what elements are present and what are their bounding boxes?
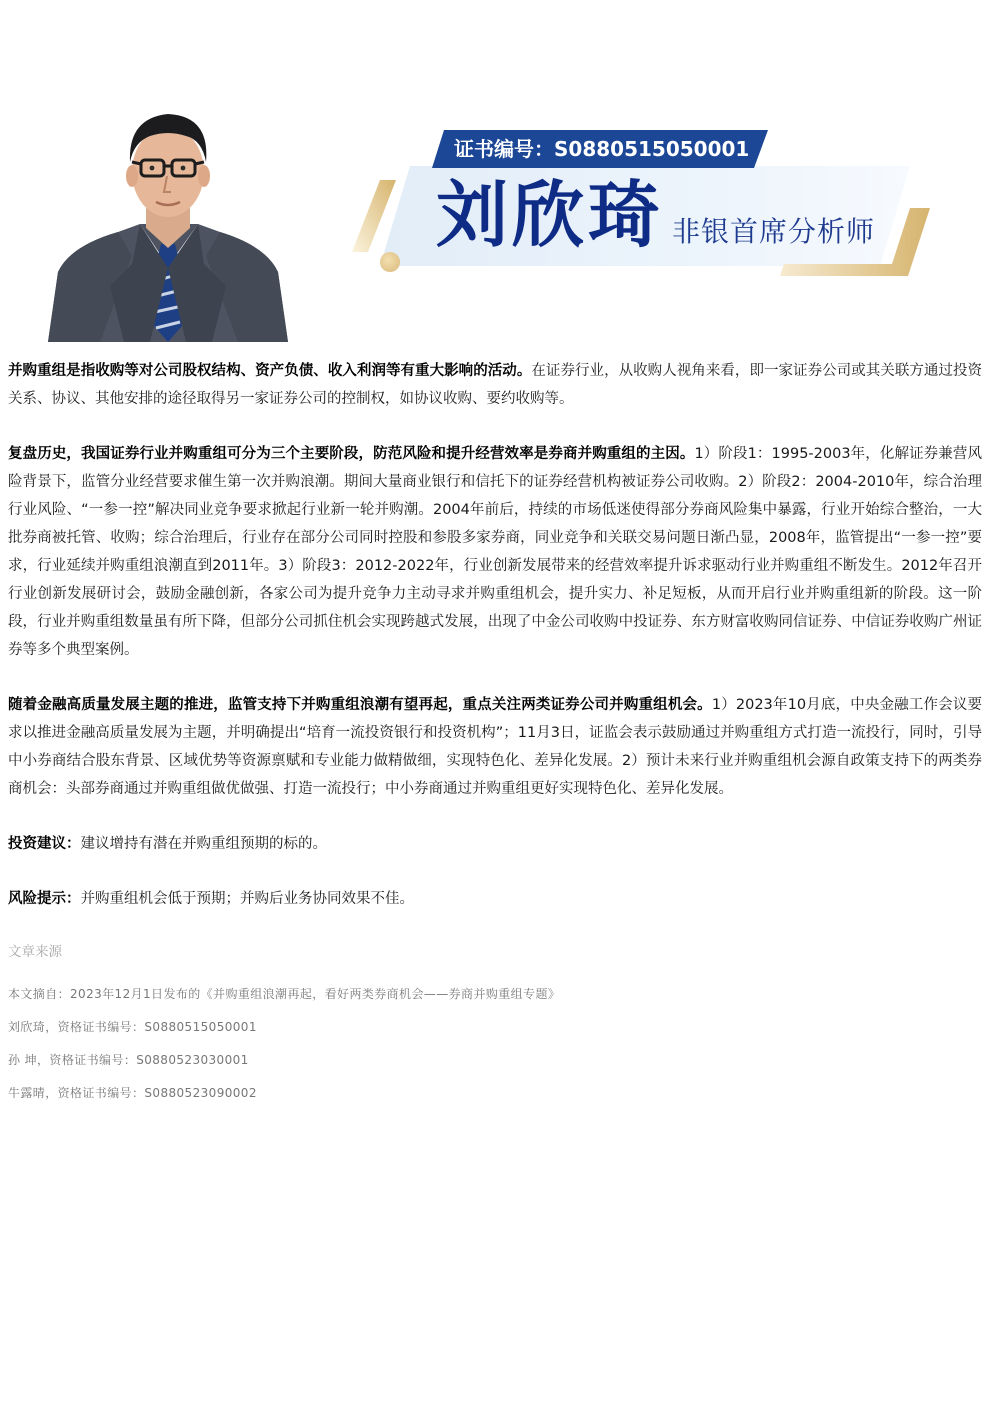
analyst-portrait — [40, 96, 295, 342]
article-body — [8, 357, 982, 1110]
paragraph-history — [8, 440, 982, 664]
source-line: 孙 坤，资格证书编号：S0880523030001 — [8, 1053, 249, 1067]
paragraph-lead: 复盘历史，我国证券行业并购重组可分为三个主要阶段，防范风险和提升经营效率是券商并购重组的主因。 — [8, 446, 695, 462]
paragraph-lead: 并购重组是指收购等对公司股权结构、资产负债、收入利润等有重大影响的活动。 — [8, 363, 532, 379]
paragraph-outlook — [8, 691, 982, 803]
paragraph-lead: 风险提示： — [8, 891, 81, 907]
paragraph-text: 1）2023年10月底，中央金融工作会议要求以推进金融高质量发展为主题，并明确提出“培育一流投资银行和投资机构”；11月3日，证监会表示鼓励通过并购重组方式打造一流投行，同时，引导中小券商结合股东背景、区域优势等资源禀赋和专业能力做精做细，实现特色化、差异化发展。2）预计未来行业并购重组机会源自政策支持下的两类券商机会：头部券商通过并购重组做优做强、打造一流投行；中小券商通过并购重组更好实现特色化、差异化发展。 — [8, 697, 982, 797]
source-line: 牛露晴，资格证书编号：S0880523090002 — [8, 1086, 257, 1100]
paragraph-definition — [8, 357, 982, 413]
paragraph-text: 在证券行业，从收购人视角来看，即一家证券公司或其关联方通过投资关系、协议、其他安排的途径取得另一家证券公司的控制权，如协议收购、要约收购等。 — [8, 363, 983, 407]
paragraph-text: 建议增持有潜在并购重组预期的标的。 — [80, 836, 327, 852]
analyst-banner — [0, 0, 992, 345]
gold-dot — [380, 252, 400, 272]
analyst-name: 刘欣琦 — [436, 172, 665, 257]
analyst-title: 非银首席分析师 — [672, 215, 876, 248]
source-line: 刘欣琦，资格证书编号：S0880515050001 — [8, 1020, 257, 1034]
source-heading: 文章来源 — [8, 944, 62, 960]
paragraph-investment-advice — [8, 830, 982, 858]
paragraph-lead: 投资建议： — [8, 836, 81, 852]
paragraph-text: 并购重组机会低于预期；并购后业务协同效果不佳。 — [80, 891, 414, 907]
paragraph-lead: 随着金融高质量发展主题的推进，监管支持下并购重组浪潮有望再起，重点关注两类证券公司并购重组机会。 — [8, 697, 712, 713]
paragraph-risk-warning — [8, 885, 982, 913]
paragraph-text: 1）阶段1：1995-2003年，化解证券兼营风险背景下，监管分业经营要求催生第一次并购浪潮。期间大量商业银行和信托下的证券经营机构被证券公司收购。2）阶段2：2004-2010年，综合治理行业风险、“一参一控”解决同业竞争要求掀起行业新一轮并购潮。2004年前后，持续的市场低迷使得部分券商风险集中暴露，行业开始综合整治，一大批券商被托管、收购；综合治理后，行业存在部分公司同时控股和参股多家券商，同业竞争和关联交易问题日渐凸显，2008年，监管提出“一参一控”要求，行业延续并购重组浪潮直到2011年。3）阶段3：2012-2022年，行业创新发展带来的经营效率提升诉求驱动行业并购重组不断发生。2012年召开行业创新发展研讨会，鼓励金融创新，各家公司为提升竞争力主动寻求并购重组机会，提升实力、补足短板，从而开启行业并购重组新的阶段。这一阶段，行业并购重组数量虽有所下降，但部分公司抓住机会实现跨越式发展，出现了中金公司收购中投证券、东方财富收购同信证券、中信证券收购广州证券等多个典型案例。 — [8, 446, 982, 658]
source-line: 本文摘自：2023年12月1日发布的《并购重组浪潮再起，看好两类券商机会——券商并购重组专题》 — [8, 987, 561, 1001]
cert-number: 证书编号：S0880515050001 — [454, 137, 750, 161]
